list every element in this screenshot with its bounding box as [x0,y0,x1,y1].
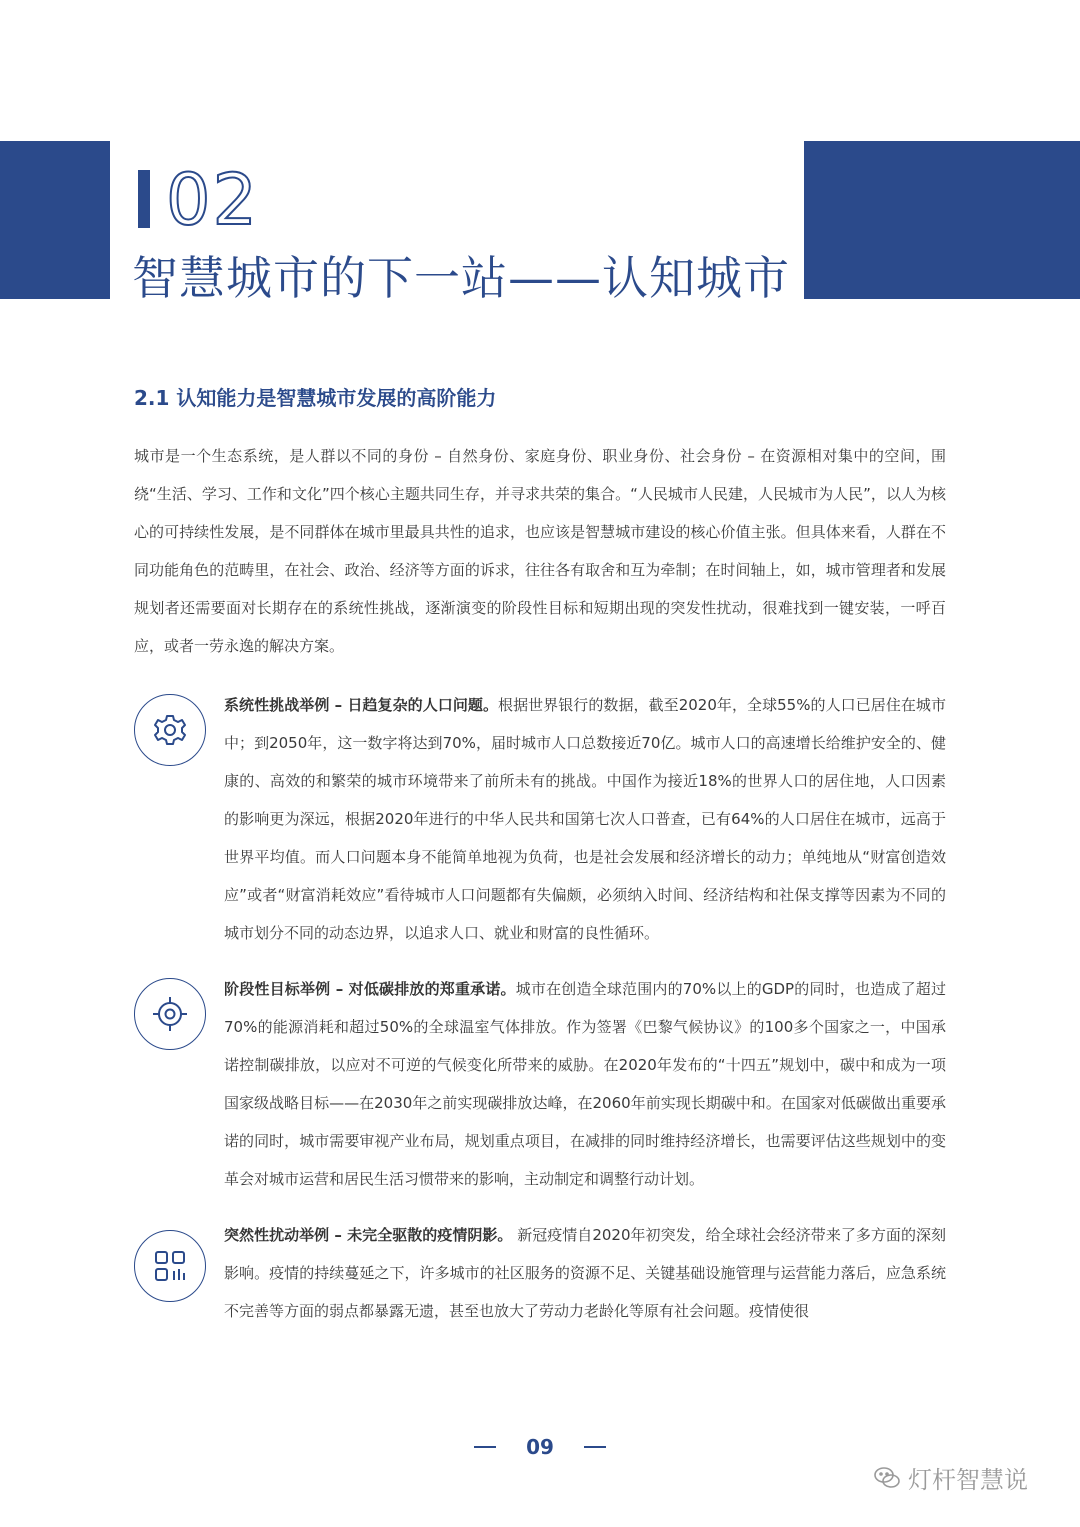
intro-paragraph: 城市是一个生态系统，是人群以不同的身份 – 自然身份、家庭身份、职业身份、社会身份 – 在资源相对集中的空间，围绕“生活、学习、工作和文化”四个核心主题共同生存，并寻求共荣的集合。“人民城市人民建，人民城市为人民”，以人为核心的可持续性发展，是不同群体在城市里最具共性的追求，也应该是智慧城市建设的核心价值主张。但具体来看，人群在不同功能角色的范畴里，在社会、政治、经济等方面的诉求，往往各有取舍和互为牵制；在时间轴上，如，城市管理者和发展规划者还需要面对长期存在的系统性挑战，逐渐演变的阶段性目标和短期出现的突发性扰动，很难找到一键安装，一呼百应，或者一劳永逸的解决方案。 [134,447,946,655]
page-footer [0,1435,1080,1459]
chapter-mark [138,170,150,228]
item-body: 新冠疫情自2020年初突发，给全球社会经济带来了多方面的深刻影响。疫情的持续蔓延之下，许多城市的社区服务的资源不足、关键基础设施管理与运营能力落后，应急系统不完善等方面的弱点都暴露无遗，甚至也放大了劳动力老龄化等原有社会问题。疫情使很 [224,1226,946,1320]
item-lead: 阶段性目标举例 – 对低碳排放的郑重承诺。 [224,980,516,998]
wechat-icon [872,1463,902,1493]
header-bar-right [804,141,1080,299]
gear-icon [134,694,206,766]
watermark-text: 灯杆智慧说 [908,1466,1028,1494]
item-text [224,686,946,952]
page-number: 09 [526,1435,554,1459]
footer-dash-right [584,1446,606,1448]
item-body: 城市在创造全球范围内的70%以上的GDP的同时，也造成了超过70%的能源消耗和超过50%的全球温室气体排放。作为签署《巴黎气候协议》的100多个国家之一，中国承诺控制碳排放，以应对不可逆的气候变化所带来的威胁。在2020年发布的“十四五”规划中，碳中和成为一项国家级战略目标——在2030年之前实现碳排放达峰，在2060年前实现长期碳中和。在国家对低碳做出重要承诺的同时，城市需要审视产业布局，规划重点项目，在减排的同时维持经济增长，也需要评估这些规划中的变革会对城市运营和居民生活习惯带来的影响，主动制定和调整行动计划。 [224,980,946,1188]
header-bar-left [0,141,110,299]
chapter-title: 智慧城市的下一站——认知城市 [132,251,790,305]
item-text [224,1216,946,1330]
footer-dash-left [474,1446,496,1448]
chapter-number: 02 [166,159,260,241]
item-text [224,970,946,1198]
section-title: 2.1 认知能力是智慧城市发展的高阶能力 [134,386,497,410]
item-lead: 系统性挑战举例 – 日趋复杂的人口问题。 [224,696,499,714]
watermark [872,1460,1028,1495]
target-icon [134,978,206,1050]
dashboard-icon [134,1230,206,1302]
item-body: 根据世界银行的数据，截至2020年，全球55%的人口已居住在城市中；到2050年，这一数字将达到70%，届时城市人口总数接近70亿。城市人口的高速增长给维护安全的、健康的、高效的和繁荣的城市环境带来了前所未有的挑战。中国作为接近18%的世界人口的居住地，人口因素的影响更为深远，根据2020年进行的中华人民共和国第七次人口普查，已有64%的人口居住在城市，远高于世界平均值。而人口问题本身不能简单地视为负荷，也是社会发展和经济增长的动力；单纯地从“财富创造效应”或者“财富消耗效应”看待城市人口问题都有失偏颇，必须纳入时间、经济结构和社保支撑等因素为不同的城市划分不同的动态边界，以追求人口、就业和财富的良性循环。 [224,696,946,942]
item-lead: 突然性扰动举例 – 未完全驱散的疫情阴影。 [224,1226,513,1244]
